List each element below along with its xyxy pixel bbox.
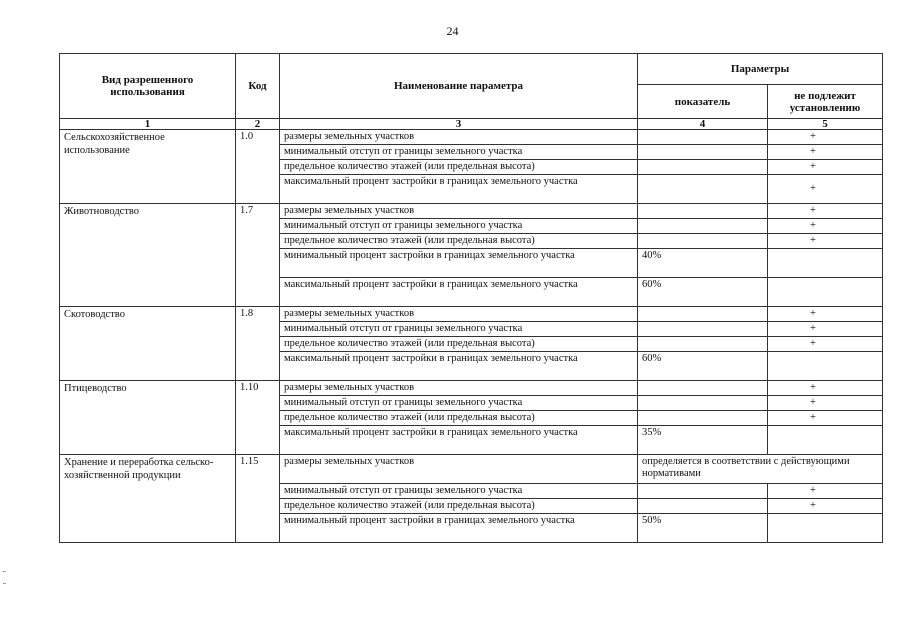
not-subject-cell bbox=[768, 234, 883, 249]
indicator-cell: 50% bbox=[638, 514, 768, 543]
not-subject-cell bbox=[768, 396, 883, 411]
header-not-subject: не подлежит установлению bbox=[768, 85, 883, 119]
indicator-cell bbox=[638, 204, 768, 219]
not-subject-cell bbox=[768, 381, 883, 396]
indicator-cell bbox=[638, 234, 768, 249]
indicator-cell bbox=[638, 337, 768, 352]
param-name-cell: минимальный процент застройки в границах земельного участка bbox=[280, 514, 638, 543]
table-row bbox=[60, 381, 883, 396]
param-name-cell: предельное количество этажей (или предельная высота) bbox=[280, 337, 638, 352]
param-name-cell: предельное количество этажей (или предельная высота) bbox=[280, 160, 638, 175]
header-param-name: Наименование параметра bbox=[280, 54, 638, 119]
plus-mark: + bbox=[810, 205, 816, 216]
table-row bbox=[60, 455, 883, 484]
not-subject-cell bbox=[768, 130, 883, 145]
column-number: 4 bbox=[638, 119, 768, 130]
param-name-cell: предельное количество этажей (или предельная высота) bbox=[280, 234, 638, 249]
indicator-cell: 40% bbox=[638, 249, 768, 278]
param-name-cell: предельное количество этажей (или предельная высота) bbox=[280, 411, 638, 426]
indicator-merged-cell: определяется в соответствии с действующими нормативами bbox=[638, 455, 883, 484]
not-subject-cell bbox=[768, 337, 883, 352]
plus-mark: + bbox=[810, 397, 816, 408]
table-row bbox=[60, 204, 883, 219]
indicator-cell bbox=[638, 307, 768, 322]
indicator-cell: 35% bbox=[638, 426, 768, 455]
header-code: Код bbox=[236, 54, 280, 119]
plus-mark: + bbox=[810, 500, 816, 511]
plus-mark: + bbox=[810, 161, 816, 172]
page-number: 24 bbox=[446, 24, 459, 38]
code-cell: 1.8 bbox=[236, 307, 280, 381]
not-subject-cell bbox=[768, 484, 883, 499]
param-name-cell: предельное количество этажей (или предельная высота) bbox=[280, 499, 638, 514]
header-activity: Вид разрешенного использования bbox=[60, 54, 236, 119]
code-cell: 1.0 bbox=[236, 130, 280, 204]
plus-mark: + bbox=[810, 308, 816, 319]
plus-mark: + bbox=[810, 323, 816, 334]
not-subject-cell bbox=[768, 160, 883, 175]
header-params: Параметры bbox=[638, 54, 883, 85]
param-name-cell: размеры земельных участков bbox=[280, 204, 638, 219]
indicator-cell bbox=[638, 322, 768, 337]
not-subject-cell bbox=[768, 175, 883, 204]
indicator-cell bbox=[638, 130, 768, 145]
not-subject-cell bbox=[768, 411, 883, 426]
param-name-cell: максимальный процент застройки в границах земельного участка bbox=[280, 426, 638, 455]
indicator-cell: 60% bbox=[638, 352, 768, 381]
not-subject-cell bbox=[768, 426, 883, 455]
not-subject-cell bbox=[768, 219, 883, 234]
indicator-cell bbox=[638, 219, 768, 234]
not-subject-cell bbox=[768, 145, 883, 160]
param-name-cell: минимальный отступ от границы земельного участка bbox=[280, 484, 638, 499]
param-name-cell: минимальный отступ от границы земельного участка bbox=[280, 145, 638, 160]
param-name-cell: размеры земельных участков bbox=[280, 130, 638, 145]
param-name-cell: размеры земельных участков bbox=[280, 381, 638, 396]
not-subject-cell bbox=[768, 352, 883, 381]
scan-artifact bbox=[3, 571, 6, 572]
param-name-cell: размеры земельных участков bbox=[280, 455, 638, 484]
param-name-cell: максимальный процент застройки в границах земельного участка bbox=[280, 352, 638, 381]
not-subject-cell bbox=[768, 322, 883, 337]
activity-cell: Животноводство bbox=[60, 204, 236, 307]
indicator-cell bbox=[638, 175, 768, 204]
indicator-cell bbox=[638, 381, 768, 396]
plus-mark: + bbox=[810, 220, 816, 231]
activity-cell: Скотоводство bbox=[60, 307, 236, 381]
code-cell: 1.10 bbox=[236, 381, 280, 455]
header-indicator: показатель bbox=[638, 85, 768, 119]
param-name-cell: минимальный отступ от границы земельного участка bbox=[280, 396, 638, 411]
param-name-cell: максимальный процент застройки в границах земельного участка bbox=[280, 175, 638, 204]
table-row bbox=[60, 130, 883, 145]
not-subject-cell bbox=[768, 499, 883, 514]
not-subject-cell bbox=[768, 307, 883, 322]
parameters-table bbox=[59, 53, 883, 543]
plus-mark: + bbox=[810, 146, 816, 157]
not-subject-cell bbox=[768, 204, 883, 219]
not-subject-cell bbox=[768, 514, 883, 543]
plus-mark: + bbox=[810, 235, 816, 246]
plus-mark: + bbox=[810, 131, 816, 142]
plus-mark: + bbox=[810, 382, 816, 393]
not-subject-cell bbox=[768, 278, 883, 307]
scan-artifact bbox=[3, 583, 6, 584]
not-subject-cell bbox=[768, 249, 883, 278]
indicator-cell bbox=[638, 160, 768, 175]
indicator-cell bbox=[638, 499, 768, 514]
param-name-cell: минимальный отступ от границы земельного участка bbox=[280, 219, 638, 234]
indicator-cell bbox=[638, 484, 768, 499]
activity-cell: Хранение и переработка сельско-хозяйственной продукции bbox=[60, 455, 236, 543]
activity-cell: Птицеводство bbox=[60, 381, 236, 455]
code-cell: 1.15 bbox=[236, 455, 280, 543]
plus-mark: + bbox=[810, 412, 816, 423]
code-cell: 1.7 bbox=[236, 204, 280, 307]
plus-mark: + bbox=[810, 338, 816, 349]
indicator-cell: 60% bbox=[638, 278, 768, 307]
param-name-cell: размеры земельных участков bbox=[280, 307, 638, 322]
param-name-cell: минимальный процент застройки в границах земельного участка bbox=[280, 249, 638, 278]
column-number: 3 bbox=[280, 119, 638, 130]
column-number: 1 bbox=[60, 119, 236, 130]
activity-cell: Сельскохозяйственное использование bbox=[60, 130, 236, 204]
column-number: 5 bbox=[768, 119, 883, 130]
column-number: 2 bbox=[236, 119, 280, 130]
plus-mark: + bbox=[810, 485, 816, 496]
indicator-cell bbox=[638, 145, 768, 160]
table-row bbox=[60, 307, 883, 322]
indicator-cell bbox=[638, 396, 768, 411]
plus-mark: + bbox=[810, 183, 816, 194]
param-name-cell: минимальный отступ от границы земельного участка bbox=[280, 322, 638, 337]
param-name-cell: максимальный процент застройки в границах земельного участка bbox=[280, 278, 638, 307]
indicator-cell bbox=[638, 411, 768, 426]
